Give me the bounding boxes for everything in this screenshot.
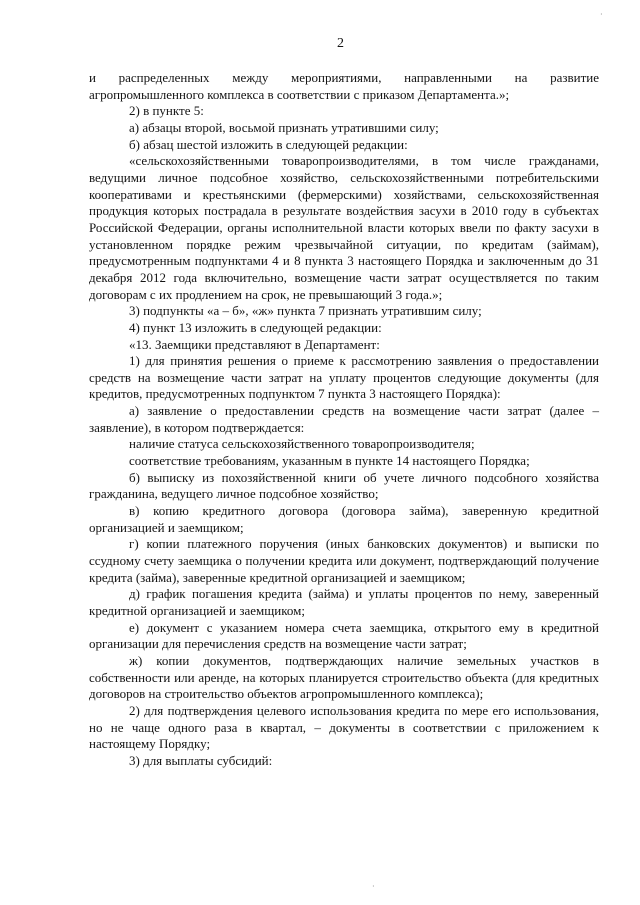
scan-mark-bottom: · xyxy=(372,882,375,891)
paragraph: 3) для выплаты субсидий: xyxy=(129,752,273,768)
paragraph: 4) пункт 13 изложить в следующей редакции: xyxy=(129,319,382,335)
paragraph: е) документ с указанием номера счета заемщика, открытого ему в кредитной организации для перечисления средств на возмещение части затрат; xyxy=(89,619,599,652)
paragraph: 1) для принятия решения о приеме к рассмотрению заявления о предоставлении средств на возмещение части затрат на уплату процентов следующие документы (для кредитов, предусмотренных подпунктом 7 пункта 3 настоящего Порядка): xyxy=(89,353,599,402)
paragraph: 2) в пункте 5: xyxy=(129,103,204,119)
paragraph: в) копию кредитного договора (договора займа), заверенную кредитной организацией и заемщиком; xyxy=(89,503,599,535)
paragraph: г) копии платежного поручения (иных банковских документов) и выписки по ссудному счету заемщика о получении кредита или документ, подтверждающий получение кредита (займа), заверенные кредитной организацией и заемщиком; xyxy=(89,536,599,585)
paragraph: и распределенных между мероприятиями, направленными на развитие агропромышленного комплекса в соответствии с приказом Департамента.»; xyxy=(89,70,599,102)
paragraph: а) абзацы второй, восьмой признать утратившими силу; xyxy=(129,119,439,135)
paragraph: соответствие требованиям, указанным в пункте 14 настоящего Порядка; xyxy=(129,453,530,469)
scan-mark-top: · xyxy=(600,10,603,19)
paragraph: наличие статуса сельскохозяйственного товаропроизводителя; xyxy=(129,436,475,452)
paragraph: б) выписку из похозяйственной книги об учете личного подсобного хозяйства гражданина, ведущего личное подсобное хозяйство; xyxy=(89,469,599,502)
paragraph: «13. Заемщики представляют в Департамент: xyxy=(129,336,380,352)
paragraph: д) график погашения кредита (займа) и уплаты процентов по нему, заверенный кредитной организацией и заемщиком; xyxy=(89,586,599,618)
paragraph: «сельскохозяйственными товаропроизводителями, в том числе гражданами, ведущими личное подсобное хозяйство, сельскохозяйственными потребительскими кооперативами и крестьянскими (фермерскими) хозяйствами, сельскохозяйственная продукция которых пострадала в результате воздействия засухи в 2010 году в субъектах Российской Федерации, органы исполнительной власти которых ввели по факту засухи в установленном порядке режим чрезвычайной ситуации, по кредитам (займам), предусмотренным подпунктами 4 и 8 пункта 3 настоящего Порядка и заключенным до 31 декабря 2012 года включительно, возмещение части затрат осуществляется по таким договорам с их продлением на срок, не превышающий 3 года.»; xyxy=(89,153,599,302)
paragraph: б) абзац шестой изложить в следующей редакции: xyxy=(129,136,408,152)
document-body xyxy=(89,70,599,770)
paragraph: 3) подпункты «а – б», «ж» пункта 7 признать утратившим силу; xyxy=(129,303,482,319)
paragraph: ж) копии документов, подтверждающих наличие земельных участков в собственности или аренде, на которых планируется строительство объекта (для кредитных договоров на строительство объектов агропромышленного комплекса); xyxy=(89,652,599,702)
paragraph: 2) для подтверждения целевого использования кредита по мере его использования, но не чаще одного раза в квартал, – документы в соответствии с приложением к настоящему Порядку; xyxy=(89,702,599,752)
page-number: 2 xyxy=(337,36,344,51)
paragraph: а) заявление о предоставлении средств на возмещение части затрат (далее – заявление), в котором подтверждается: xyxy=(89,403,599,435)
